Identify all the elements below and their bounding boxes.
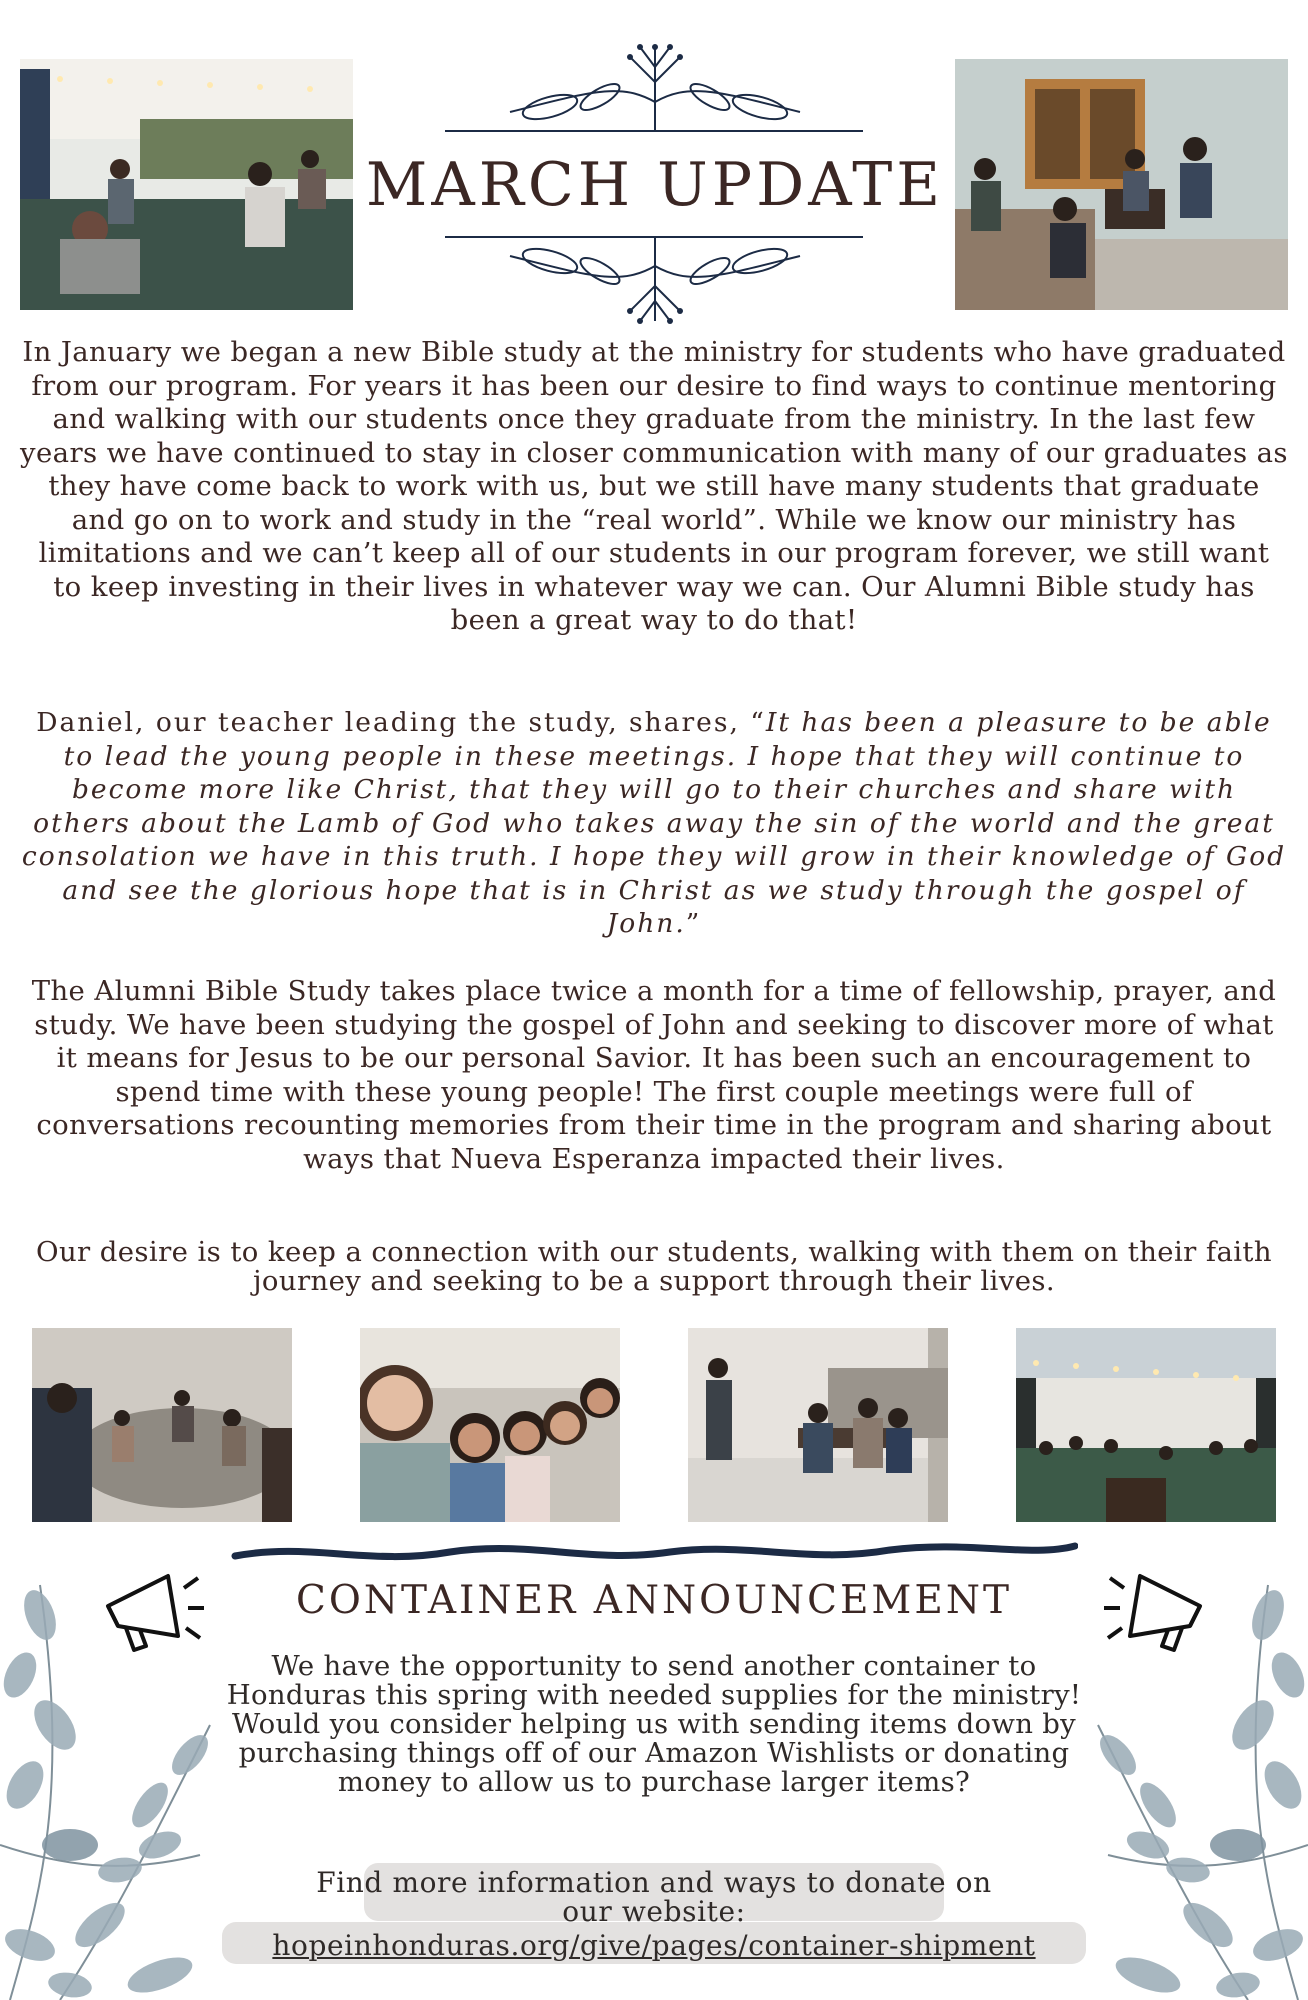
- page-title: MARCH UPDATE: [365, 150, 945, 220]
- floral-ornament-icon: [490, 236, 820, 326]
- announcement-title: CONTAINER ANNOUNCEMENT: [296, 1578, 1012, 1623]
- paragraph-intro: In January we began a new Bible study at the ministry for students who have graduated from our program. For years it has been our desire to find ways to continue mentoring and walking with our students once they graduate from the ministry. In the last few years we have continued to stay in closer communication with many of our graduates as they have come back to work with us, but we still have many students that graduate and go on to work and study in the “real world”. While we know our ministry has limitations and we can’t keep all of our students in our program forever, we still want to keep investing in their lives in whatever way we can. Our Alumni Bible study has been a great way to do that!: [20, 336, 1288, 636]
- floral-ornament-icon: [490, 42, 820, 132]
- photo-patio-lights: [1016, 1328, 1276, 1522]
- megaphone-icon: [1100, 1566, 1210, 1656]
- quote-end: ”: [685, 908, 702, 939]
- donation-link[interactable]: hopeinhonduras.org/give/pages/container-shipment: [272, 1929, 1036, 1962]
- quote-text: It has been a pleasure to be able to lead the young people in these meetings. I hope that they will continue to become more like Christ, that they will go to their churches and share with others about the Lamb of God who takes away the sin of the world and the great consolation we have in this truth. I hope they will grow in their knowledge of God and see the glorious hope that is in Christ as we study through the gospel of John.: [21, 707, 1287, 939]
- megaphone-icon: [98, 1566, 208, 1656]
- quote-lead: Daniel, our teacher leading the study, shares, “: [36, 707, 766, 738]
- photo-table-study: [688, 1328, 948, 1522]
- photo-selfie: [360, 1328, 620, 1522]
- paragraph-desire: Our desire is to keep a connection with our students, walking with them on their faith journey and seeking to be a support through their lives.: [36, 1236, 1272, 1297]
- find-more-text: Find more information and ways to donate on our website:: [316, 1866, 992, 1928]
- paragraph-schedule: The Alumni Bible Study takes place twice a month for a time of fellowship, prayer, and study. We have been studying the gospel of John and seeking to discover more of what it means for Jesus to be our personal Savior. It has been such an encouragement to spend time with these young people! The first couple meetings were full of conversations recounting memories from their time in the program and sharing about ways that Nueva Esperanza impacted their lives.: [31, 975, 1277, 1175]
- photo-circle-study: [32, 1328, 292, 1522]
- announcement-body: We have the opportunity to send another container to Honduras this spring with needed supplies for the ministry! Would you consider helping us with sending items down by purchasing things off of our Amazon Wishlists or donating money to allow us to purchase larger items?: [226, 1650, 1082, 1798]
- title-rule-top: [445, 130, 863, 132]
- photo-group-patio: [20, 59, 353, 310]
- wave-divider-icon: [230, 1538, 1078, 1568]
- photo-group-living-room: [955, 59, 1288, 310]
- paragraph-quote: [20, 706, 1288, 941]
